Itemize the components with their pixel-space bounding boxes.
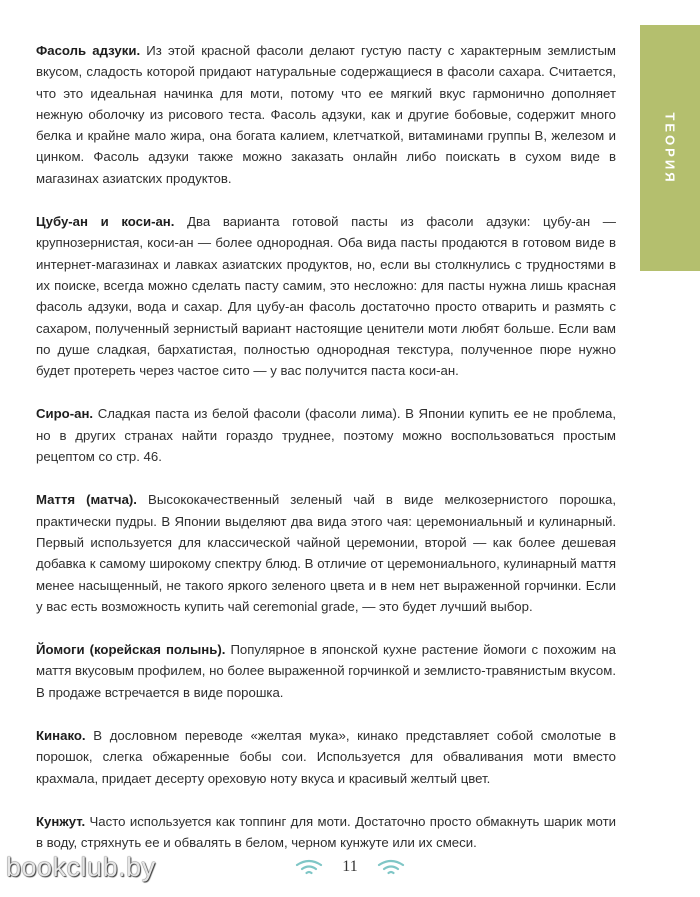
page-number: 11 (342, 858, 358, 875)
entry-paragraph (36, 40, 616, 189)
glossary-content (36, 40, 616, 876)
entry-term: Йомоги (корейская полынь). (36, 642, 226, 658)
entry-text: Высококачественный зеленый чай в виде мелкозернистого порошка, практически пудры. В Японии выделяют два вида этого чая: церемониальный и кулинарный. Первый используется для классической чайной церемонии, второй — как более дешевая добавка к самому широкому спектру блюд. В отличие от церемониального, кулинарный маття менее насыщенный, не такого яркого зеленого цвета и в нем нет выраженной горчинки. Если у вас есть возможность купить чай ceremonial grade, — это будет лучший выбор. (36, 492, 616, 614)
glossary-entry-yomogi (36, 639, 616, 703)
entry-text: Часто используется как топпинг для моти. Достаточно просто обмакнуть шарик моти в воду, стряхнуть ее и обвалять в белом, черном кунжуте или их смеси. (36, 813, 616, 851)
entry-text: В дословном переводе «желтая мука», кинако представляет собой смолотые в порошок, слегка обжаренные бобы сои. Используется для обваливания моти вместо крахмала, придает десерту ореховую ноту вкуса и красивый желтый цвет. (36, 728, 616, 786)
entry-term: Фасоль адзуки. (36, 43, 141, 58)
section-side-tab (640, 25, 700, 271)
entry-term: Сиро-ан. (36, 406, 94, 422)
entry-term: Маття (матча). (36, 492, 137, 508)
entry-paragraph (36, 639, 616, 703)
wave-right-icon (376, 858, 406, 876)
entry-text: Сладкая паста из белой фасоли (фасоли лима). В Японии купить ее не проблема, но в других странах найти гораздо труднее, поэтому можно воспользоваться простым рецептом со стр. 46. (36, 406, 616, 465)
entry-term: Цубу-ан и коси-ан. (36, 214, 175, 230)
glossary-entry-shiroan (36, 403, 616, 467)
watermark-text: bookclub.by (6, 852, 156, 882)
entry-paragraph (36, 811, 616, 854)
entry-paragraph (36, 403, 616, 467)
entry-text: Популярное в японской кухне растение йомоги с похожим на маття вкусовым профилем, но более выраженной горчинкой и землисто-травянистым вкусом. В продаже встречается в виде порошка. (36, 642, 617, 700)
glossary-entry-sesame (36, 811, 616, 854)
entry-paragraph (36, 211, 616, 381)
entry-text: Два варианта готовой пасты из фасоли адзуки: цубу-ан — крупнозернистая, коси-ан — более однородная. Оба вида пасты продаются в готовом виде в интернет-магазинах и лавках азиатских продуктов, но, если вы столкнулись с трудностями в их поиске, всегда можно сделать пасту самим, это несложно: для пасты нужна лишь красная фасоль адзуки, вода и сахар. Для цубу-ан фасоль достаточно просто отварить и размять с сахаром, полученный зернистый вариант настоящие ценители моти любят больше. Если вам по душе сладкая, бархатистая, полностью однородная текстура, полученное пюре нужно будет протереть через частое сито — у вас получится паста коси-ан. (36, 214, 616, 379)
side-tab-label: ТЕОРИЯ (662, 111, 678, 185)
entry-text: Из этой красной фасоли делают густую пасту с характерным землистым вкусом, сладость которой придают натуральные содержащиеся в фасоли сахара. Считается, что это идеальная начинка для моти, потому что ее мягкий вкус гармонично дополняет нежную оболочку из рисового теста. Фасоль адзуки, как и другие бобовые, содержит много белка и крайне мало жира, она богата калием, клетчаткой, витаминами группы В, железом и цинком. Фасоль адзуки также можно заказать онлайн либо поискать в сухом виде в магазинах азиатских продуктов. (36, 43, 616, 186)
glossary-entry-kinako (36, 725, 616, 789)
wave-left-icon (294, 858, 324, 876)
entry-paragraph (36, 725, 616, 789)
entry-term: Кунжут. (36, 813, 86, 829)
entry-term: Кинако. (36, 728, 86, 744)
glossary-entry-adzuki (36, 40, 616, 189)
entry-paragraph (36, 489, 616, 617)
glossary-entry-matcha (36, 489, 616, 617)
glossary-entry-tsubuan-koshian (36, 211, 616, 381)
